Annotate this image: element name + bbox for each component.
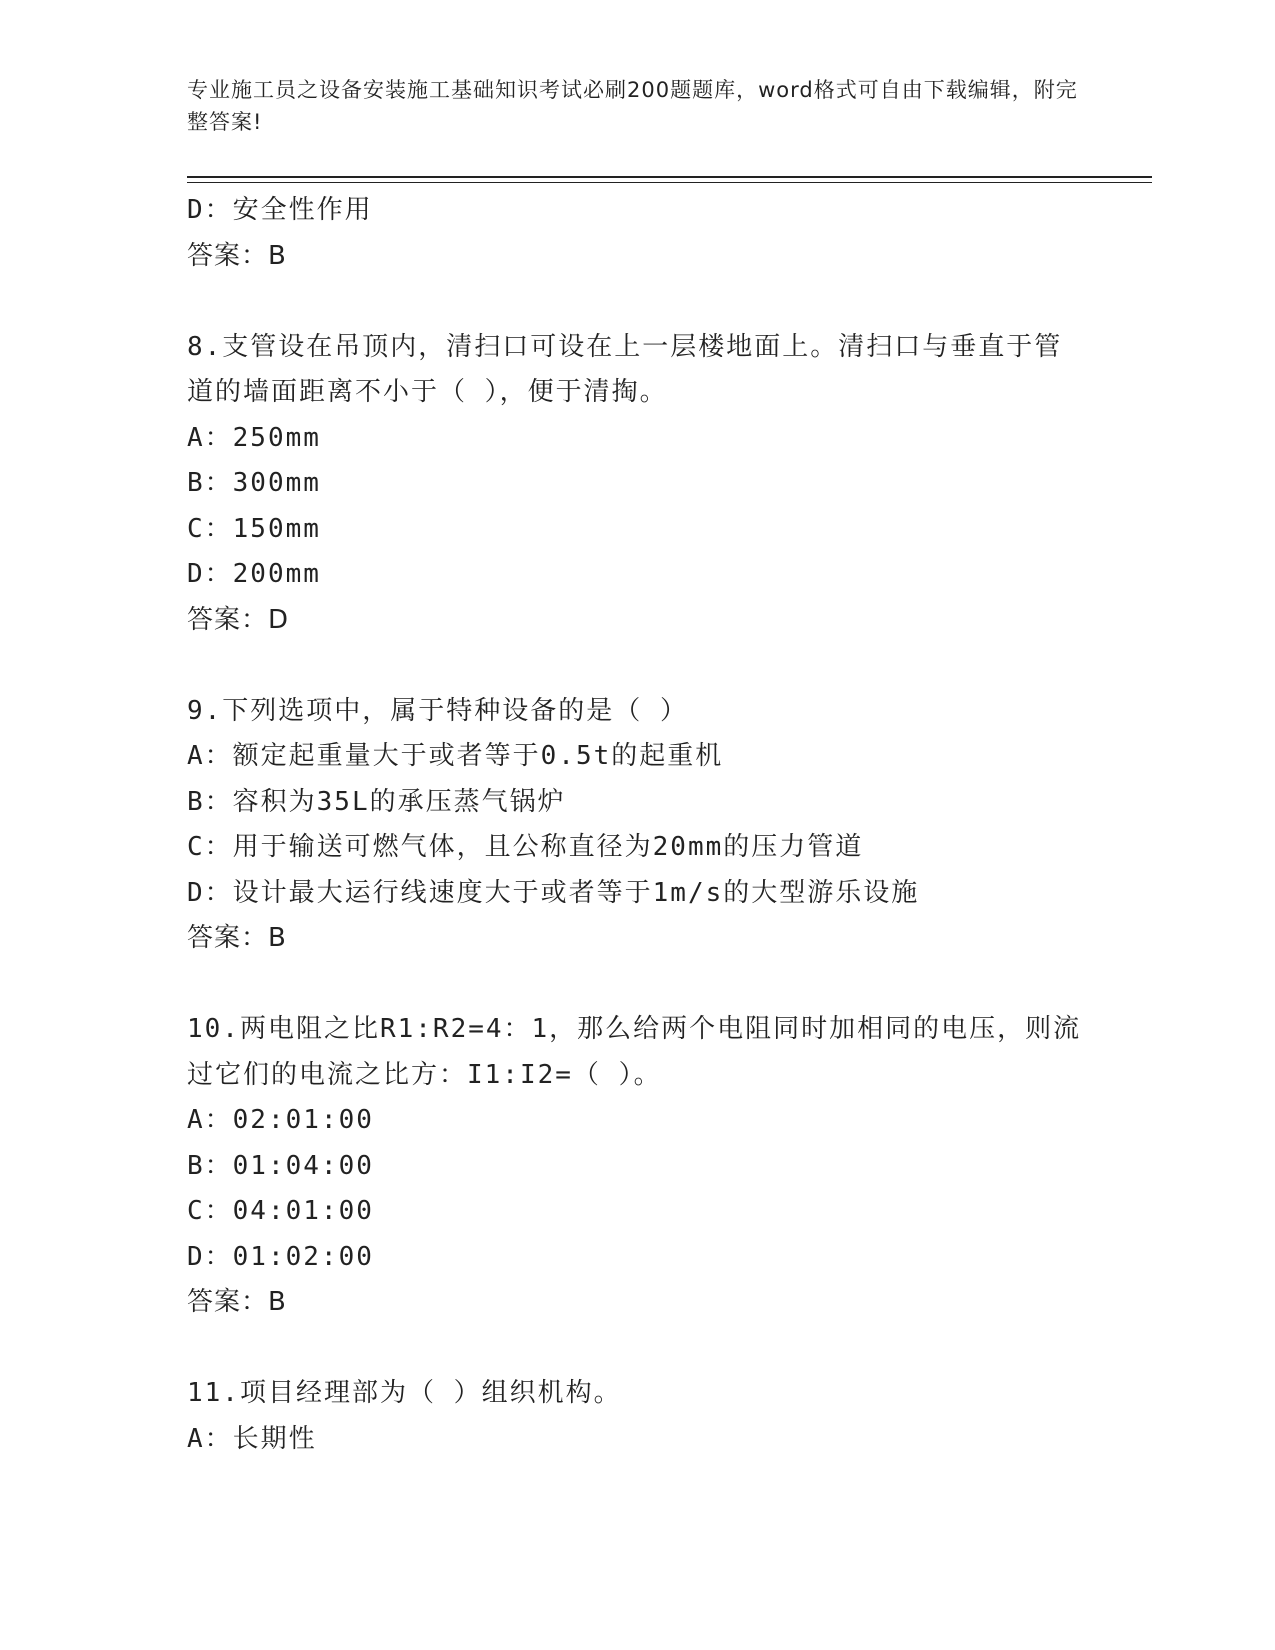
header-rule-thick	[187, 176, 1152, 178]
question-8-answer: 答案：D	[187, 604, 290, 635]
question-9-option-d: D：设计最大运行线速度大于或者等于1m/s的大型游乐设施	[187, 877, 920, 908]
header-rule-thin	[187, 182, 1152, 183]
question-8-option-d: D：200mm	[187, 559, 321, 589]
question-9-stem: 9.下列选项中，属于特种设备的是（ ）	[187, 695, 688, 726]
prev-answer: 答案：B	[187, 240, 287, 271]
question-10-option-d: D：01:02:00	[187, 1241, 374, 1272]
question-11-option-a: A：长期性	[187, 1423, 317, 1454]
question-8	[187, 325, 1087, 644]
spacer	[187, 962, 1087, 1008]
question-8-option-c: C：150mm	[187, 513, 321, 544]
question-9-option-b: B：容积为35L的承压蒸气锅炉	[187, 786, 566, 817]
question-9-option-c: C：用于输送可燃气体，且公称直径为20mm的压力管道	[187, 832, 864, 862]
question-10-option-b: B：01:04:00	[187, 1150, 374, 1181]
spacer	[187, 643, 1087, 689]
question-9	[187, 689, 1087, 962]
spacer	[187, 1326, 1087, 1372]
prev-option-d: D：安全性作用	[187, 195, 373, 225]
question-10-answer: 答案：B	[187, 1287, 287, 1317]
question-10-option-c: C：04:01:00	[187, 1196, 374, 1226]
question-9-option-a: A：额定起重量大于或者等于0.5t的起重机	[187, 741, 724, 771]
question-10	[187, 1007, 1087, 1326]
question-10-option-a: A：02:01:00	[187, 1105, 374, 1135]
question-11-stem: 11.项目经理部为（ ）组织机构。	[187, 1378, 622, 1408]
spacer	[187, 279, 1087, 325]
question-11	[187, 1371, 1087, 1462]
question-10-stem: 10.两电阻之比R1:R2=4：1，那么给两个电阻同时加相同的电压，则流过它们的电流之比方：I1:I2=（ ）。	[187, 1014, 1082, 1090]
document-header	[187, 74, 1087, 138]
question-8-stem: 8.支管设在吊顶内，清扫口可设在上一层楼地面上。清扫口与垂直于管道的墙面距离不小于（ ），便于清掏。	[187, 331, 1063, 407]
question-9-answer: 答案：B	[187, 923, 287, 953]
header-title: 专业施工员之设备安装施工基础知识考试必刷200题题库，word格式可自由下载编辑，附完整答案!	[187, 78, 1078, 134]
question-list	[187, 188, 1087, 1462]
question-8-option-b: B：300mm	[187, 468, 321, 498]
question-8-option-a: A：250mm	[187, 422, 321, 453]
